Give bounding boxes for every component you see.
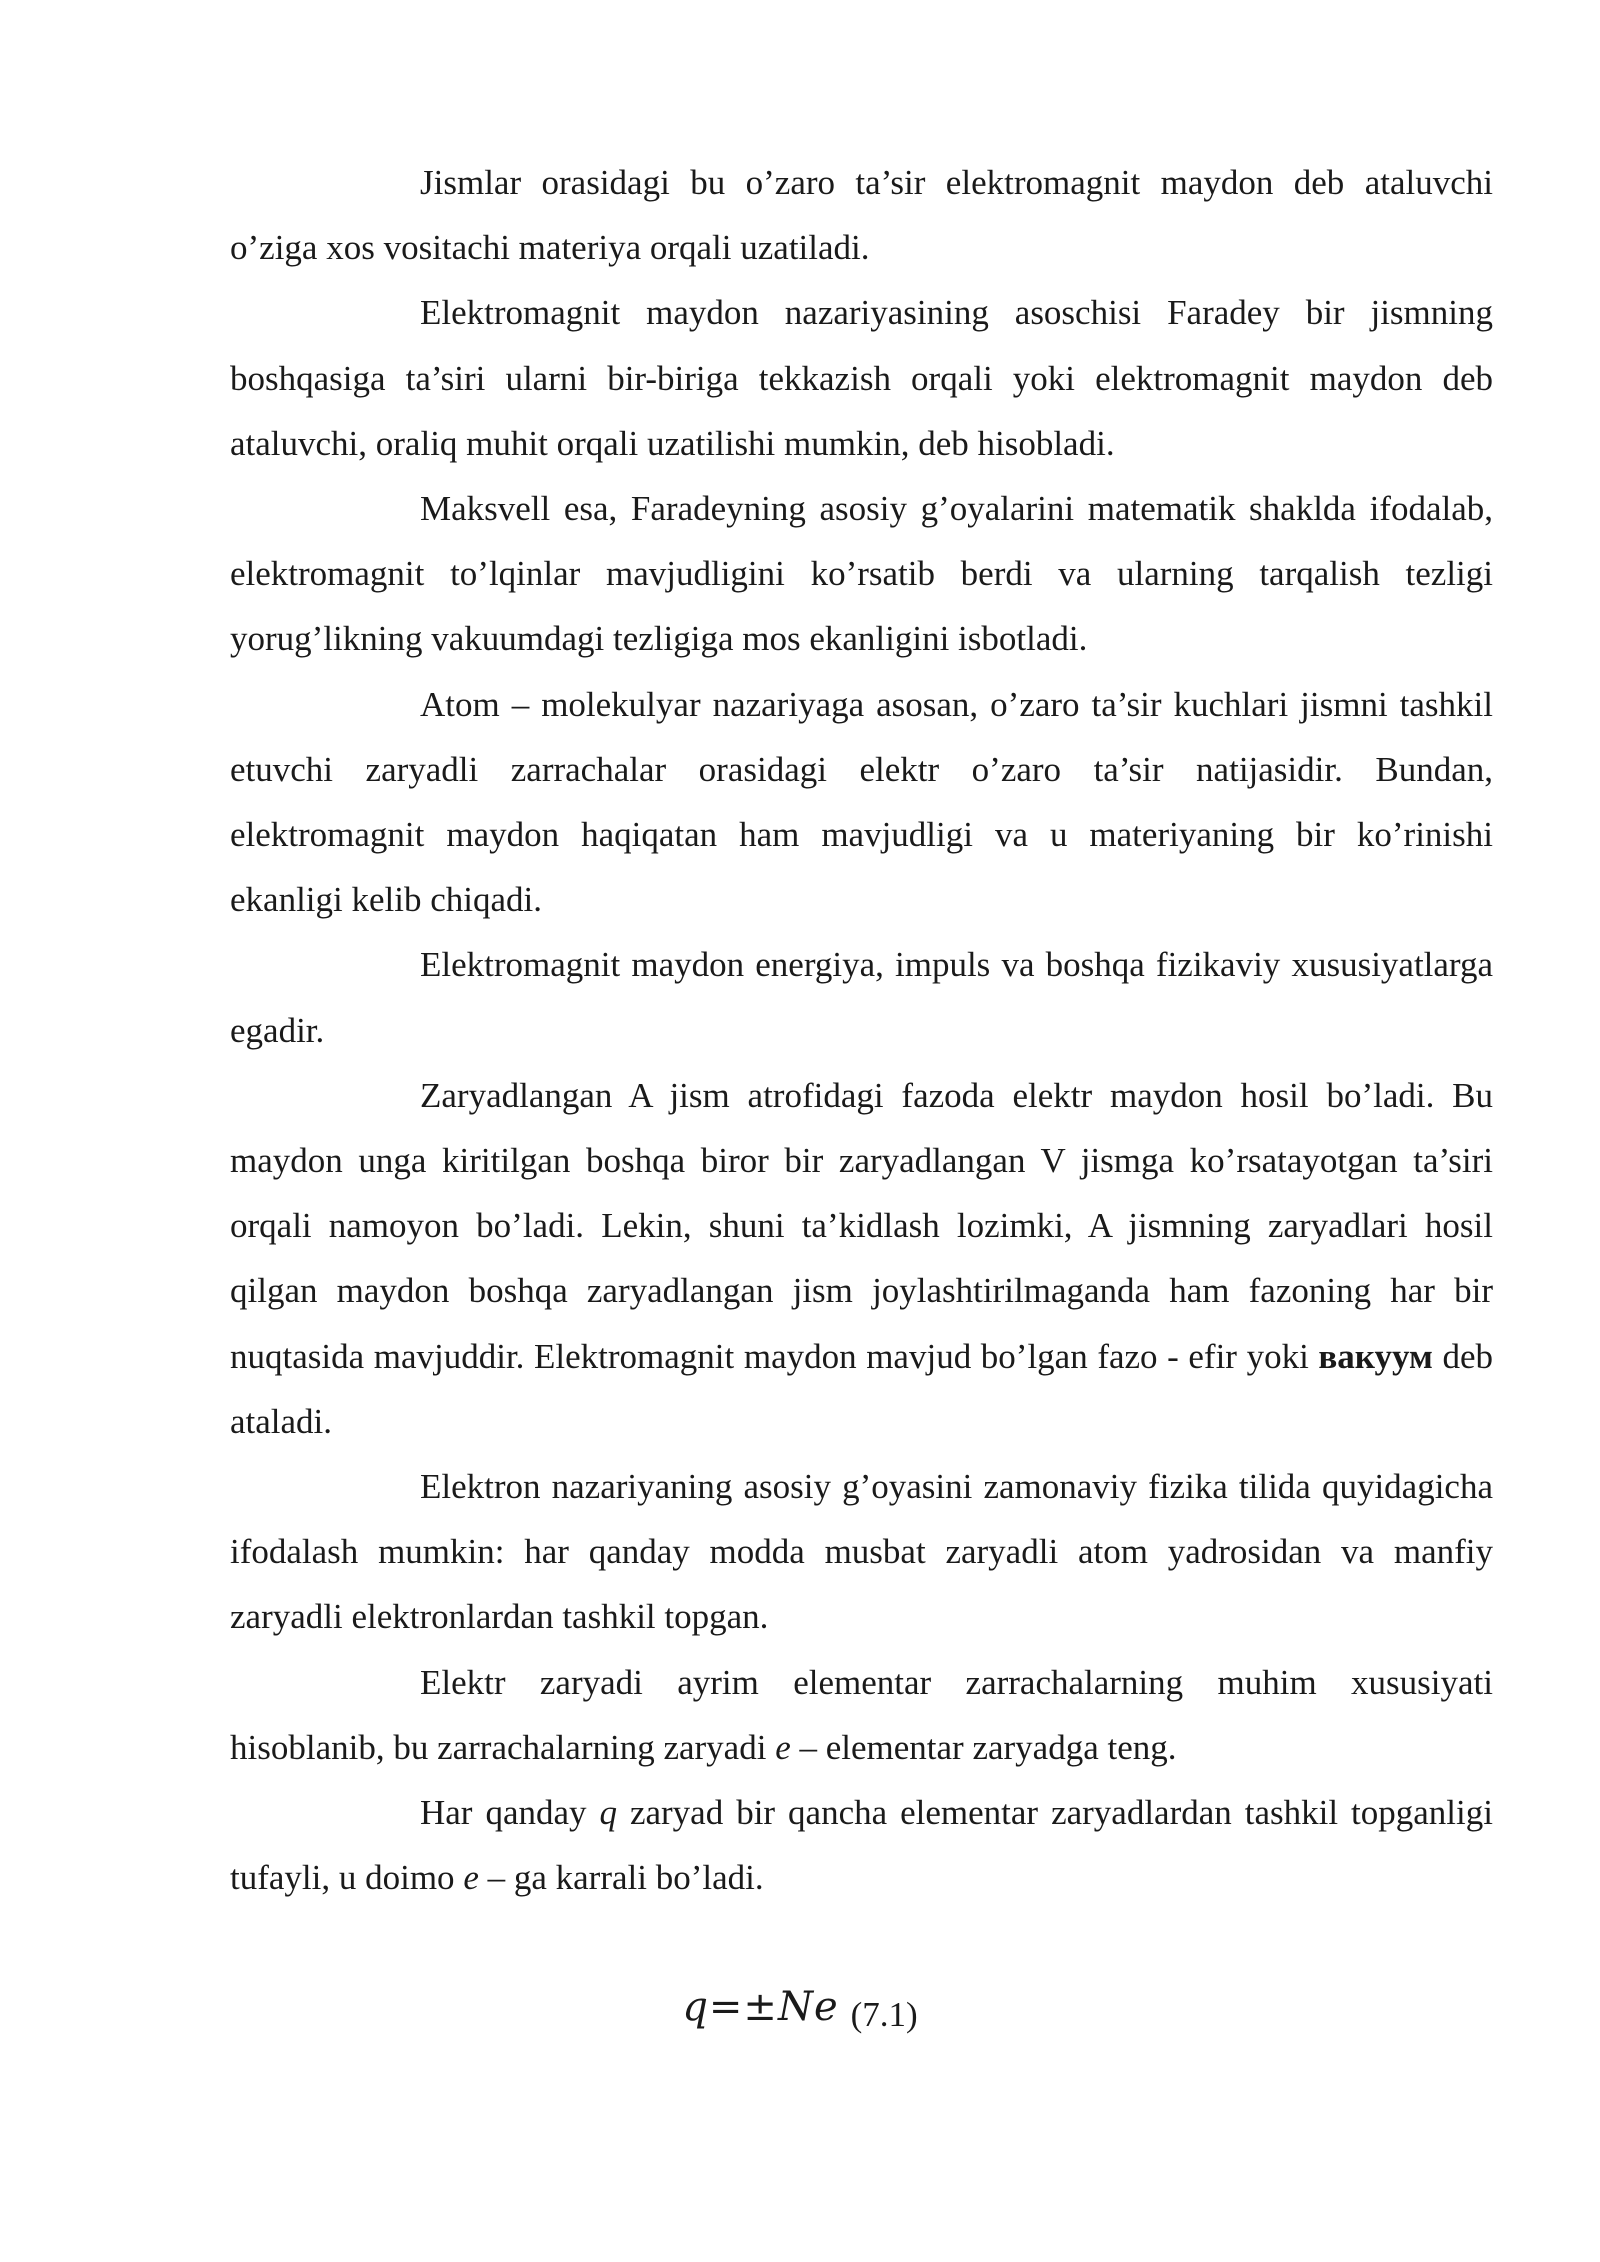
body-text [230, 150, 1493, 1910]
italic-symbol: e [463, 1858, 479, 1898]
paragraph-8: Elektr zaryadi ayrim elementar zarrachalarning muhim xususiyati hisoblanib, bu zarrachalarning zaryadi e – elementar zaryadga teng. [230, 1662, 1493, 1767]
paragraph-2: Elektromagnit maydon nazariyasining asoschisi Faradey bir jismning boshqasiga ta’siri ularni bir-biriga tekkazish orqali yoki elektromagnit maydon deb ataluvchi, oraliq muhit orqali uzatilishi mumkin, deb hisobladi. [230, 293, 1493, 463]
italic-symbol: e [775, 1727, 791, 1767]
paragraph-4: Atom – molekulyar nazariyaga asosan, o’zaro ta’sir kuchlari jismni tashkil etuvchi zaryadli zarrachalar orasidagi elektr o’zaro ta’sir natijasidir. Bundan, elektromagnit maydon haqiqatan ham mavjudligi va u materiyaning bir ko’rinishi ekanligi kelib chiqadi. [230, 684, 1493, 920]
bold-term: вакуум [1318, 1336, 1433, 1376]
equation-number: (7.1) [850, 1995, 918, 2034]
paragraph-5: Elektromagnit maydon energiya, impuls va boshqa fizikaviy xususiyatlarga egadir. [230, 945, 1493, 1050]
paragraph-1: Jismlar orasidagi bu o’zaro ta’sir elektromagnit maydon deb ataluvchi o’ziga xos vositachi materiya orqali uzatiladi. [230, 163, 1493, 268]
italic-symbol: q [599, 1793, 617, 1833]
paragraph-3: Maksvell esa, Faradeyning asosiy g’oyalarini matematik shaklda ifodalab, elektromagnit to’lqinlar mavjudligini ko’rsatib berdi va ularning tarqalish tezligi yorug’likning vakuumdagi tezligiga mos ekanligini isbotladi. [230, 489, 1493, 659]
paragraph-7: Elektron nazariyaning asosiy g’oyasini zamonaviy fizika tilida quyidagicha ifodalash mumkin: har qanday modda musbat zaryadli atom yadrosidan va manfiy zaryadli elektronlardan tashkil topgan. [230, 1467, 1493, 1637]
paragraph-9: Har qanday q zaryad bir qancha elementar zaryadlardan tashkil topganligi tufayli, u doimo e – ga karrali bo’ladi. [230, 1793, 1493, 1898]
paragraph-6: Zaryadlangan A jism atrofidagi fazoda elektr maydon hosil bo’ladi. Bu maydon unga kiritilgan boshqa biror bir zaryadlangan V jismga ko’rsatayotgan ta’siri orqali namoyon bo’ladi. Lekin, shuni ta’kidlash lozimki, A jismning zaryadlari hosil qilgan maydon boshqa zaryadlangan jism joylashtirilmaganda ham fazoning har bir nuqtasida mavjuddir. Elektromagnit maydon mavjud bo’lgan fazo - efir yoki вакуум deb ataladi. [230, 1075, 1493, 1441]
equation-expression: q=±Ne [682, 1984, 839, 2030]
equation [0, 1984, 1600, 2035]
